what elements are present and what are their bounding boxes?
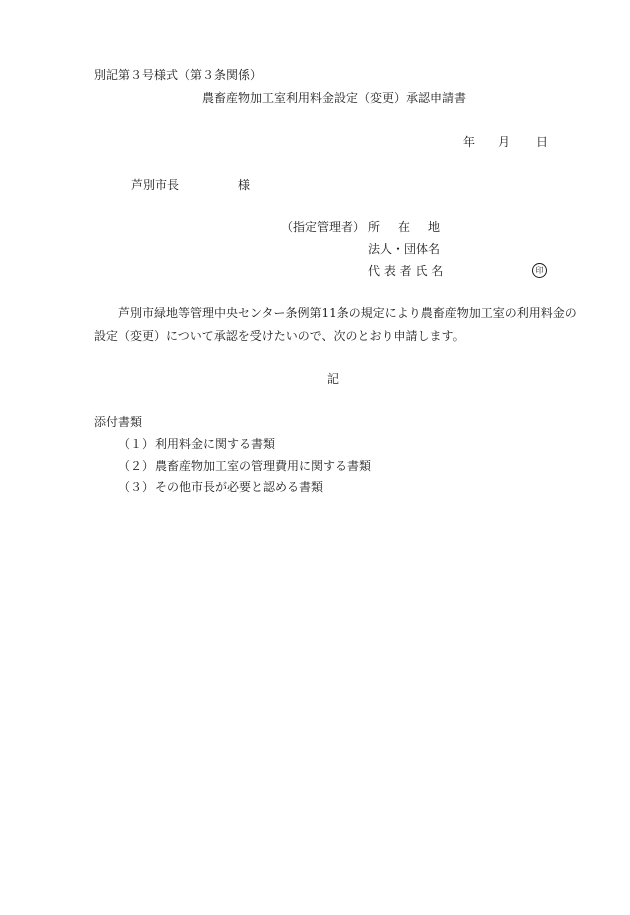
addressee-honorific: 様 [238, 178, 251, 192]
body-text-line-1: 芦別市緑地等管理中央センター条例第11条の規定により農畜産物加工室の利用料金の [118, 306, 577, 320]
attachment-number: （２） [118, 459, 155, 473]
attachment-number: （１） [118, 437, 155, 451]
date-year-label: 年 [463, 135, 476, 149]
representative-label: 代 表 者 氏 名 [368, 264, 444, 278]
address-label [368, 221, 440, 233]
addressee-name: 芦別市長 [131, 178, 180, 192]
form-label: 別記第３号様式（第３条関係） [94, 68, 263, 82]
body-text-line-2: 設定（変更）について承認を受けたいので、次のとおり申請します。 [94, 329, 465, 343]
ki-heading: 記 [327, 372, 340, 386]
address-label-char: 所 [368, 220, 381, 234]
applicant-role: （指定管理者） [281, 220, 366, 234]
address-label-char: 地 [428, 220, 441, 234]
document-title: 農畜産物加工室利用料金設定（変更）承認申請書 [202, 91, 467, 105]
date-day-label: 日 [536, 135, 549, 149]
attachments-heading: 添付書類 [94, 415, 143, 429]
seal-mark: 印 [532, 263, 547, 278]
address-label-char: 在 [398, 220, 411, 234]
attachment-item: 利用料金に関する書類 [155, 437, 276, 451]
attachment-item: 農畜産物加工室の管理費用に関する書類 [155, 459, 372, 473]
organization-label: 法人・団体名 [368, 242, 441, 256]
date-month-label: 月 [498, 135, 511, 149]
attachment-number: （３） [118, 480, 155, 494]
attachment-item: その他市長が必要と認める書類 [155, 480, 324, 494]
